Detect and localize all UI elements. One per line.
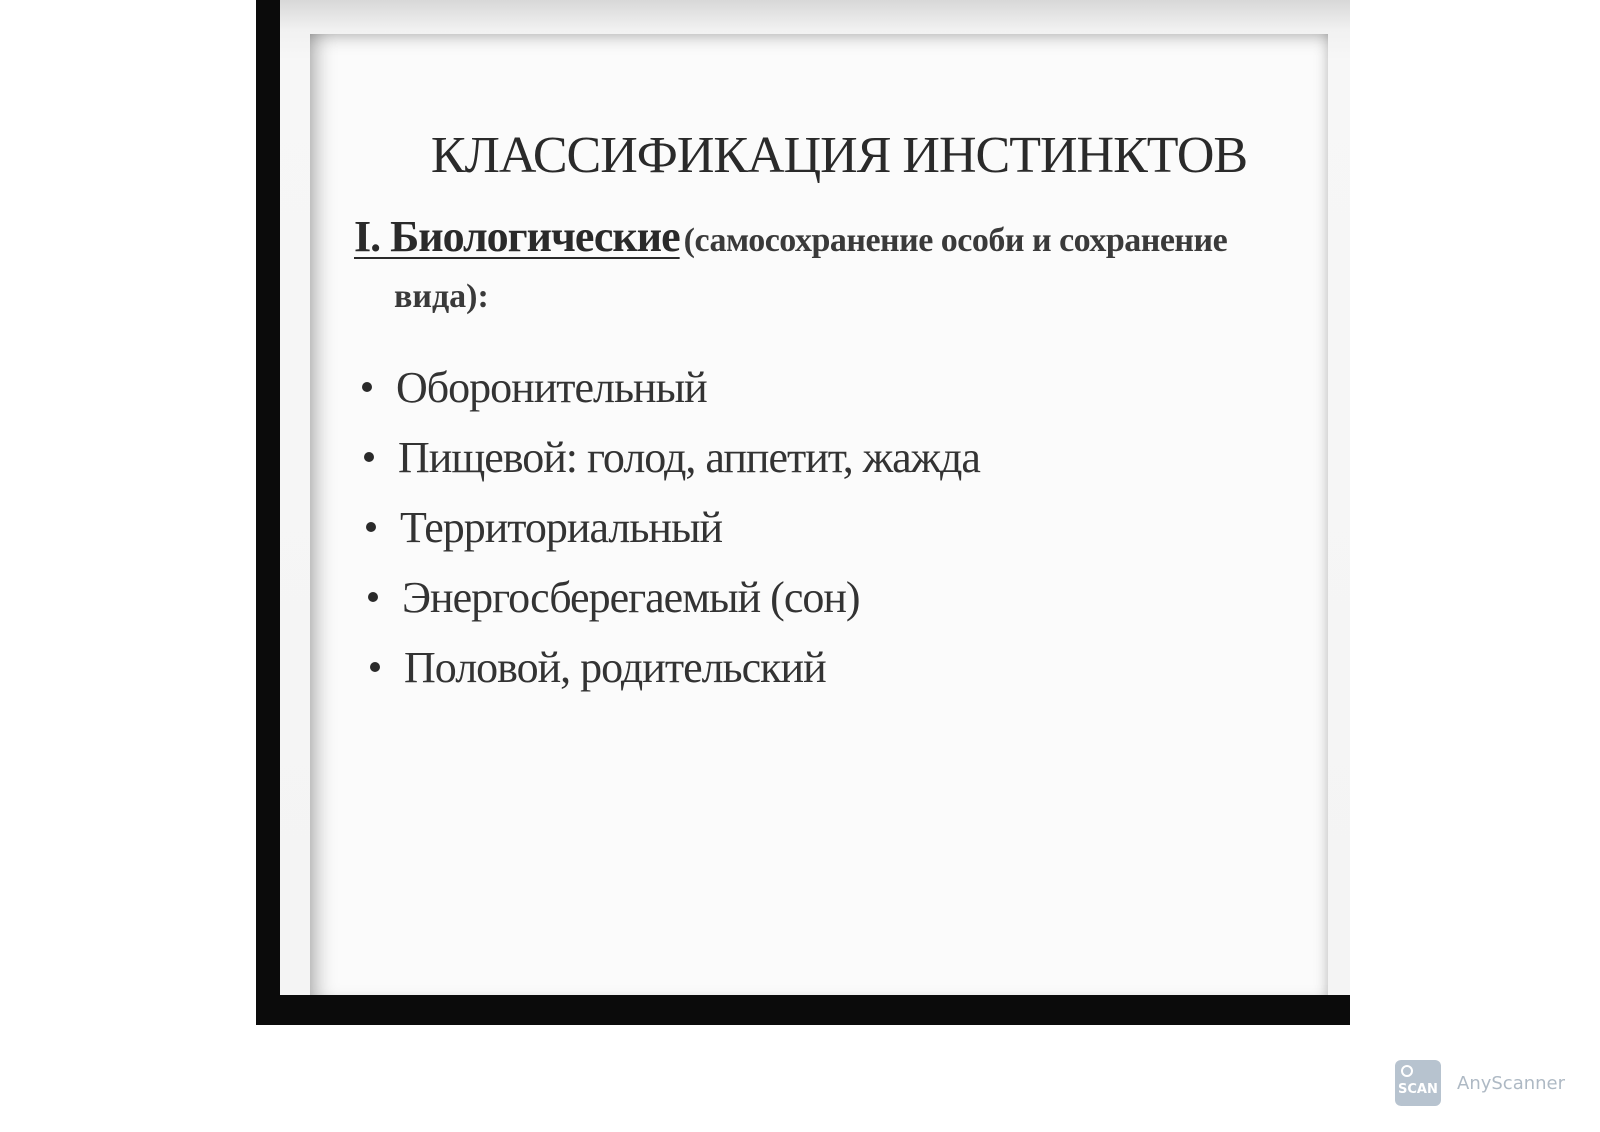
bullet-dot-icon	[366, 522, 376, 532]
section-heading-label: I. Биологические	[354, 212, 680, 261]
bullet-text: Половой, родительский	[404, 643, 826, 692]
bullet-list	[362, 362, 980, 712]
bullet-text: Пищевой: голод, аппетит, жажда	[398, 433, 980, 482]
bullet-dot-icon	[362, 382, 372, 392]
section-heading	[354, 212, 1304, 322]
watermark-name: AnyScanner	[1457, 1072, 1566, 1094]
bullet-item	[362, 362, 980, 432]
bullet-item	[362, 642, 980, 712]
scan-logo-icon	[1395, 1060, 1441, 1106]
scan-logo-text: SCAN	[1398, 1082, 1438, 1097]
slide	[310, 34, 1328, 995]
bullet-text: Оборонительный	[396, 363, 707, 412]
bullet-dot-icon	[368, 592, 378, 602]
bullet-text: Энергосберегаемый (сон)	[402, 573, 860, 622]
bullet-dot-icon	[370, 662, 380, 672]
bullet-item	[362, 432, 980, 502]
bullet-text: Территориальный	[400, 503, 723, 552]
scan-logo-ring-icon	[1401, 1065, 1413, 1077]
bullet-dot-icon	[364, 452, 374, 462]
anyscanner-watermark	[1395, 1060, 1565, 1106]
slide-title: КЛАССИФИКАЦИЯ ИНСТИНКТОВ	[430, 127, 1248, 184]
section-description: (самосохранение особи и сохранение	[683, 222, 1228, 259]
bullet-item	[362, 502, 980, 572]
section-description-continued: вида):	[394, 278, 489, 315]
bullet-item	[362, 572, 980, 642]
